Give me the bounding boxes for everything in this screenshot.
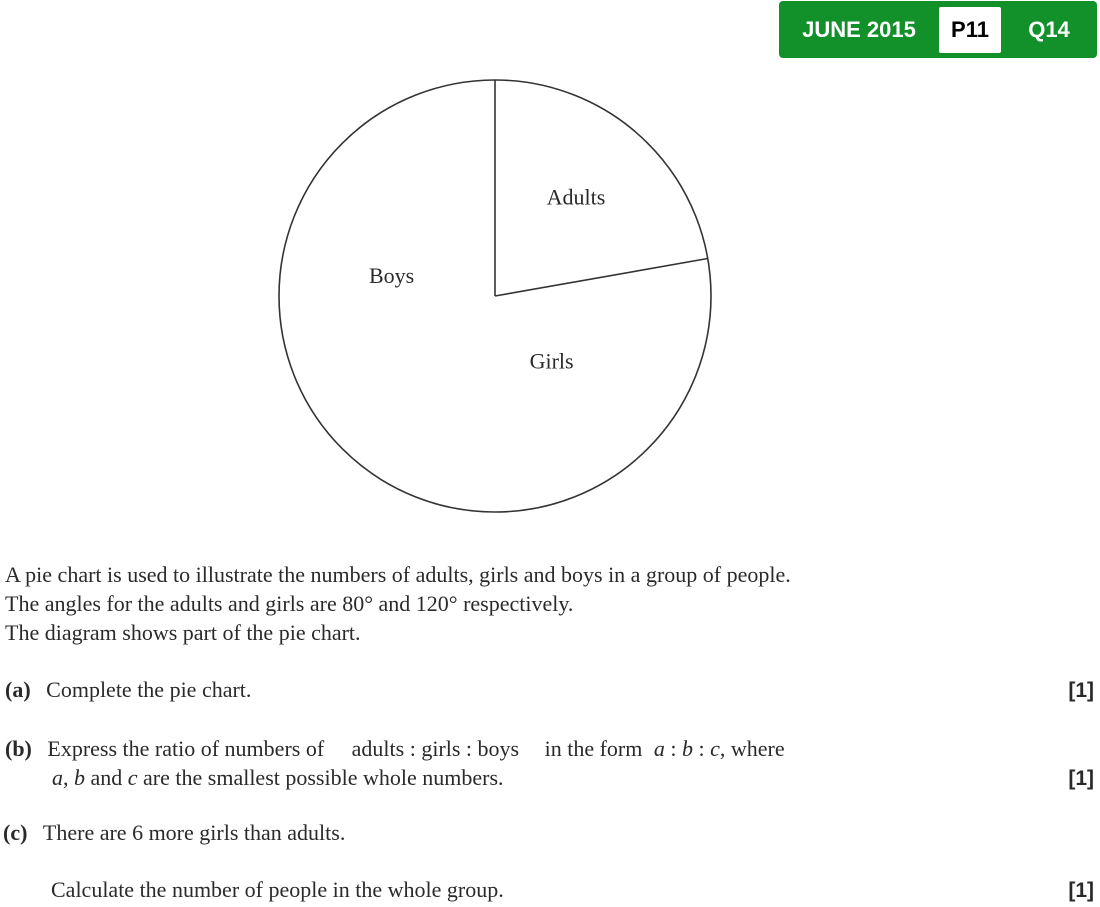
line2-rest: are the smallest possible whole numbers. (137, 765, 504, 790)
part-c-label: (c) (3, 820, 28, 845)
part-a-text: Complete the pie chart. (46, 677, 252, 702)
line2-sep: , (63, 765, 74, 790)
slice-label-girls: Girls (529, 348, 574, 374)
line2-a: a (52, 765, 63, 790)
intro-line-3: The diagram shows part of the pie chart. (5, 620, 361, 645)
part-b-ratio: adults : girls : boys (351, 736, 520, 761)
paper-number: P11 (939, 7, 1001, 53)
form-c: c (710, 736, 720, 761)
intro-line-1: A pie chart is used to illustrate the numbers of adults, girls and boys in a group of people. (5, 562, 791, 587)
slice-label-boys: Boys (368, 262, 415, 288)
part-b-label: (b) (5, 736, 32, 761)
form-b: b (682, 736, 693, 761)
part-a-mark: [1] (1068, 679, 1094, 702)
line2-and: and (85, 765, 128, 790)
part-a (5, 675, 251, 704)
part-c-question: Calculate the number of people in the whole group. (51, 877, 504, 902)
part-a-label: (a) (5, 677, 31, 702)
question-number: Q14 (1028, 16, 1070, 42)
slice-label-adults: Adults (546, 184, 606, 210)
part-c (3, 818, 345, 847)
part-c-text: There are 6 more girls than adults. (42, 820, 346, 845)
form-colon-1: : (664, 736, 682, 761)
part-b-where: , where (719, 736, 785, 761)
form-colon-2: : (693, 736, 711, 761)
line2-b: b (74, 765, 85, 790)
form-a: a (653, 736, 665, 761)
part-b-line-1 (5, 734, 785, 763)
part-b-form: in the form (544, 736, 643, 761)
part-b-mark: [1] (1068, 767, 1094, 790)
pie-radius-1 (495, 258, 708, 296)
part-c-mark: [1] (1068, 879, 1094, 902)
part-b-text: Express the ratio of numbers of (47, 736, 325, 761)
line2-c: c (127, 765, 138, 790)
part-b-line-2 (52, 763, 504, 792)
exam-session: JUNE 2015 (802, 16, 916, 42)
intro-line-2: The angles for the adults and girls are 80° and 120° respectively. (5, 591, 574, 616)
